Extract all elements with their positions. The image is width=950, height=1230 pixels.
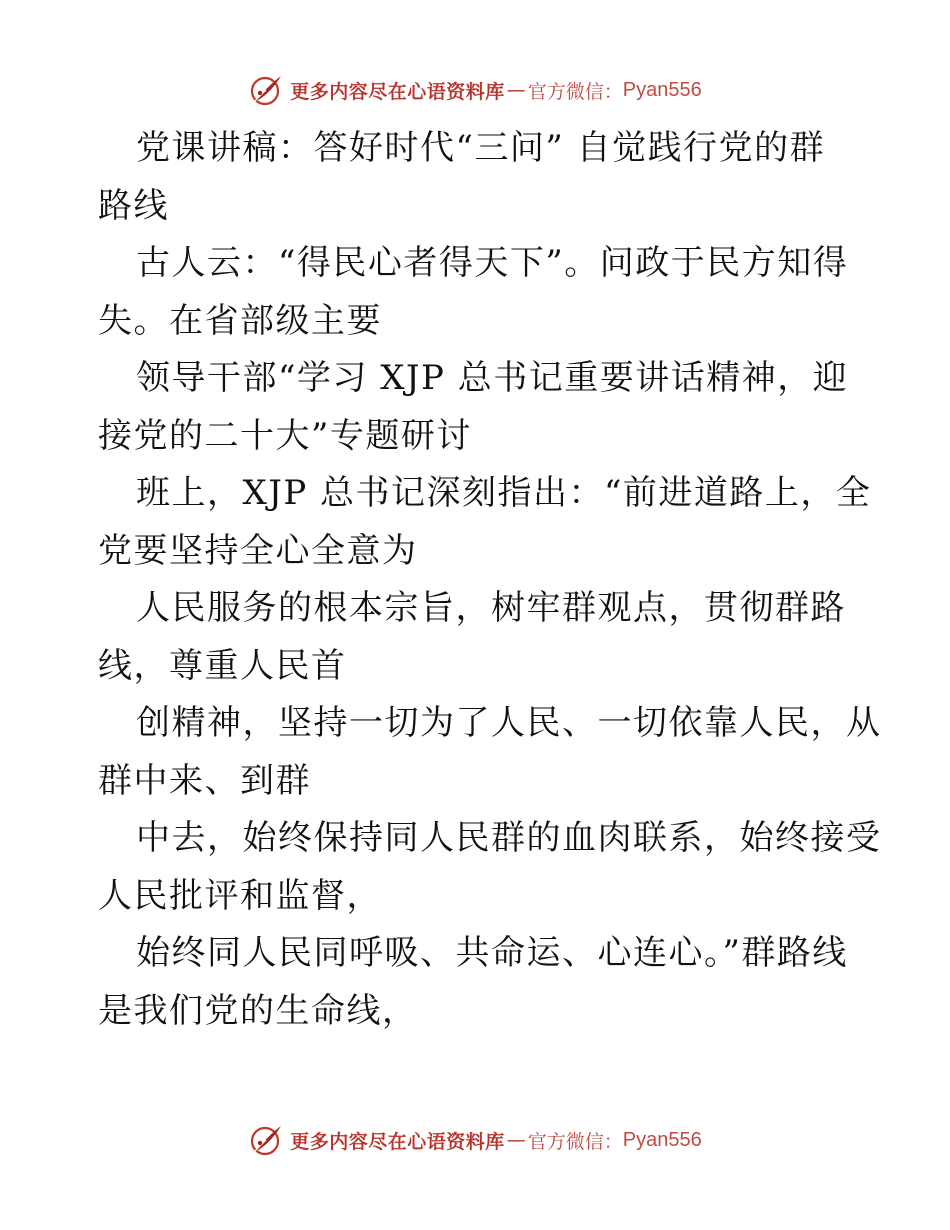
text-line: 始终同人民同呼吸、共命运、心连心。”群路线 <box>136 933 848 973</box>
banner-wechat-label: 官方微信： <box>527 1130 623 1153</box>
banner-title: 更多内容尽在心语资料库 <box>290 80 505 103</box>
text-line: 是我们党的生命线， <box>98 990 418 1031</box>
feather-pen-logo-icon <box>248 1122 284 1158</box>
text-line: 班上，XJP 总书记深刻指出：“前进道路上，全 <box>136 473 872 513</box>
feather-pen-logo-icon <box>248 72 284 108</box>
banner-title: 更多内容尽在心语资料库 <box>290 1130 505 1153</box>
banner-separator: — <box>506 79 526 101</box>
text-line: 领导干部“学习 XJP 总书记重要讲话精神，迎 <box>136 358 849 398</box>
header-banner <box>0 70 950 110</box>
text-line: 中去，始终保持同人民群的血肉联系，始终接受 <box>136 818 882 858</box>
text-line: 人民批评和监督， <box>98 875 382 916</box>
text-line: 接党的二十大”专题研讨 <box>98 415 472 456</box>
text-line: 创精神，坚持一切为了人民、一切依靠人民，从 <box>136 703 882 743</box>
text-line: 失。在省部级主要 <box>98 300 382 341</box>
banner-wechat-id: Pyan556 <box>622 78 702 101</box>
text-line: 人民服务的根本宗旨，树牢群观点，贯彻群路 <box>136 588 846 628</box>
footer-banner <box>0 1120 950 1160</box>
text-line: 路线 <box>98 185 169 226</box>
document-body <box>98 120 882 1040</box>
banner-separator: — <box>506 1129 526 1151</box>
text-line: 线，尊重人民首 <box>98 645 347 686</box>
text-line: 古人云：“得民心者得天下”。问政于民方知得 <box>136 243 849 283</box>
text-line: 群中来、到群 <box>98 760 311 801</box>
text-line: 党课讲稿：答好时代“三问” 自觉践行党的群 <box>136 128 826 168</box>
text-line: 党要坚持全心全意为 <box>98 530 418 571</box>
banner-wechat-label: 官方微信： <box>527 80 623 103</box>
banner-wechat-id: Pyan556 <box>622 1128 702 1151</box>
